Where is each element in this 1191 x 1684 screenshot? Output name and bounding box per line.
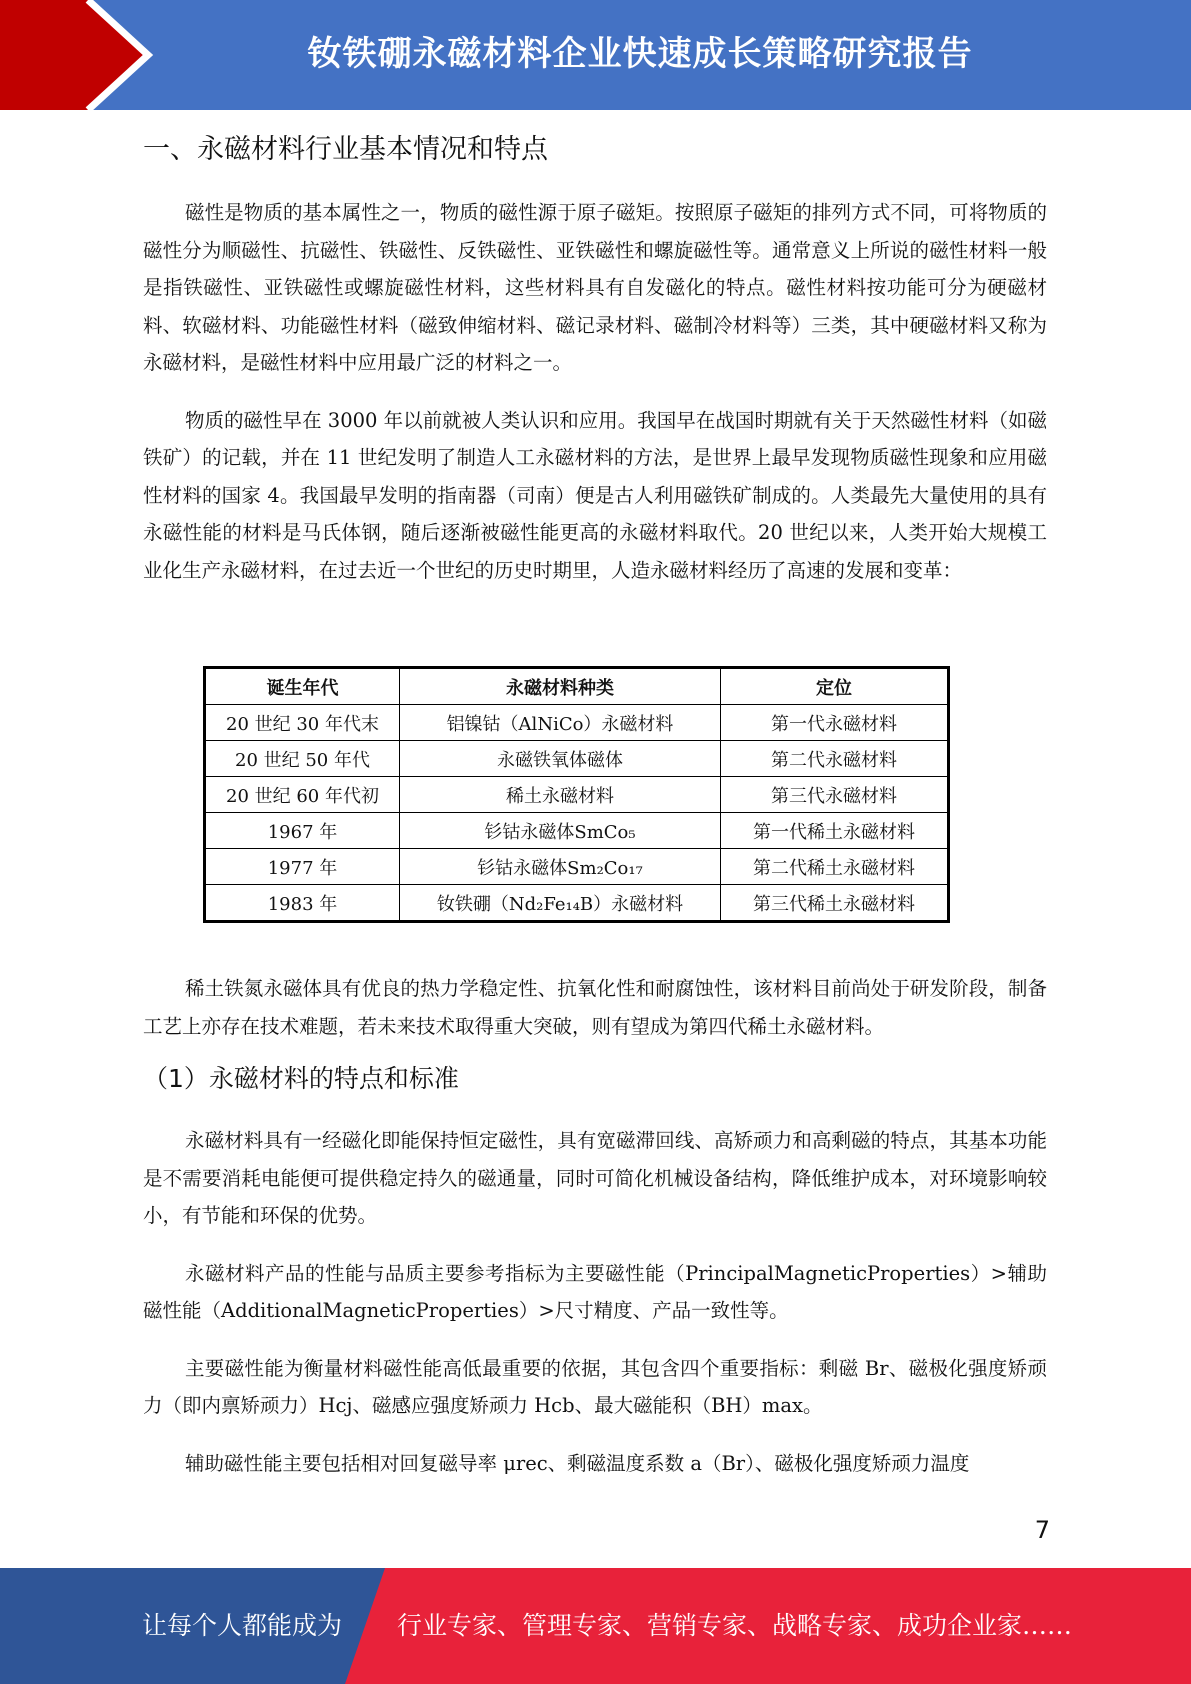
table-row <box>205 705 949 741</box>
table-header-cell: 定位 <box>721 668 949 705</box>
table-header-cell: 永磁材料种类 <box>400 668 721 705</box>
section-heading: 一、永磁材料行业基本情况和特点 <box>143 134 548 165</box>
main-content-continued <box>143 970 1047 1482</box>
table-cell: 第一代稀土永磁材料 <box>721 813 949 849</box>
table-cell: 钕铁硼（Nd₂Fe₁₄B）永磁材料 <box>400 885 721 922</box>
magnet-history-table <box>203 666 950 923</box>
paragraph: 永磁材料具有一经磁化即能保持恒定磁性，具有宽磁滞回线、高矫顽力和高剩磁的特点，其基本功能是不需要消耗电能便可提供稳定持久的磁通量，同时可简化机械设备结构，降低维护成本，对环境影响较小，有节能和环保的优势。 <box>143 1129 1047 1227</box>
table-row <box>205 813 949 849</box>
table-cell: 第一代永磁材料 <box>721 705 949 741</box>
table-header-row <box>205 668 949 705</box>
table-cell: 20 世纪 50 年代 <box>205 741 400 777</box>
table-row <box>205 885 949 922</box>
page-header <box>0 0 1191 110</box>
paragraph: 主要磁性能为衡量材料磁性能高低最重要的依据，其包含四个重要指标：剩磁 Br、磁极化强度矫顽力（即内禀矫顽力）Hcj、磁感应强度矫顽力 Hcb、最大磁能积（BH）max。 <box>143 1356 1047 1417</box>
table-cell: 稀土永磁材料 <box>400 777 721 813</box>
table-cell: 1967 年 <box>205 813 400 849</box>
table-row <box>205 777 949 813</box>
table-cell: 第二代永磁材料 <box>721 741 949 777</box>
page-footer <box>0 1568 1191 1684</box>
table-cell: 1983 年 <box>205 885 400 922</box>
table-cell: 钐钴永磁体SmCo₅ <box>400 813 721 849</box>
paragraph: 永磁材料产品的性能与品质主要参考指标为主要磁性能（PrincipalMagneticProperties）>辅助磁性能（AdditionalMagneticProperties）>尺寸精度、产品一致性等。 <box>143 1261 1047 1322</box>
page-number: 7 <box>1034 1516 1050 1544</box>
footer-slogan-left: 让每个人都能成为 <box>142 1611 343 1640</box>
table-cell: 20 世纪 30 年代末 <box>205 705 400 741</box>
table-cell: 铝镍钴（AlNiCo）永磁材料 <box>400 705 721 741</box>
table-row <box>205 849 949 885</box>
report-title: 钕铁硼永磁材料企业快速成长策略研究报告 <box>307 34 973 74</box>
table-cell: 第二代稀土永磁材料 <box>721 849 949 885</box>
subsection-heading: （1）永磁材料的特点和标准 <box>143 1064 459 1093</box>
paragraph: 稀土铁氮永磁体具有优良的热力学稳定性、抗氧化性和耐腐蚀性，该材料目前尚处于研发阶段，制备工艺上亦存在技术难题，若未来技术取得重大突破，则有望成为第四代稀土永磁材料。 <box>143 977 1047 1038</box>
main-content <box>143 126 1047 589</box>
table-header-cell: 诞生年代 <box>205 668 400 705</box>
table-cell: 第三代永磁材料 <box>721 777 949 813</box>
table-row <box>205 741 949 777</box>
table-cell: 1977 年 <box>205 849 400 885</box>
table-cell: 永磁铁氧体磁体 <box>400 741 721 777</box>
table-cell: 20 世纪 60 年代初 <box>205 777 400 813</box>
paragraph: 物质的磁性早在 3000 年以前就被人类认识和应用。我国早在战国时期就有关于天然磁性材料（如磁铁矿）的记载，并在 11 世纪发明了制造人工永磁材料的方法，是世界上最早发现物质磁性现象和应用磁性材料的国家 4。我国最早发明的指南器（司南）便是古人利用磁铁矿制成的。人类最先大量使用的具有永磁性能的材料是马氏体钢，随后逐渐被磁性能更高的永磁材料取代。20 世纪以来，人类开始大规模工业化生产永磁材料，在过去近一个世纪的历史时期里，人造永磁材料经历了高速的发展和变革： <box>143 408 1047 582</box>
footer-slogan-right: 行业专家、管理专家、营销专家、战略专家、成功企业家…… <box>397 1611 1073 1640</box>
table-cell: 钐钴永磁体Sm₂Co₁₇ <box>400 849 721 885</box>
table-cell: 第三代稀土永磁材料 <box>721 885 949 922</box>
paragraph: 辅助磁性能主要包括相对回复磁导率 μrec、剩磁温度系数 a（Br）、磁极化强度矫顽力温度 <box>185 1451 970 1475</box>
paragraph: 磁性是物质的基本属性之一，物质的磁性源于原子磁矩。按照原子磁矩的排列方式不同，可将物质的磁性分为顺磁性、抗磁性、铁磁性、反铁磁性、亚铁磁性和螺旋磁性等。通常意义上所说的磁性材料一般是指铁磁性、亚铁磁性或螺旋磁性材料，这些材料具有自发磁化的特点。磁性材料按功能可分为硬磁材料、软磁材料、功能磁性材料（磁致伸缩材料、磁记录材料、磁制冷材料等）三类，其中硬磁材料又称为永磁材料，是磁性材料中应用最广泛的材料之一。 <box>143 201 1047 374</box>
